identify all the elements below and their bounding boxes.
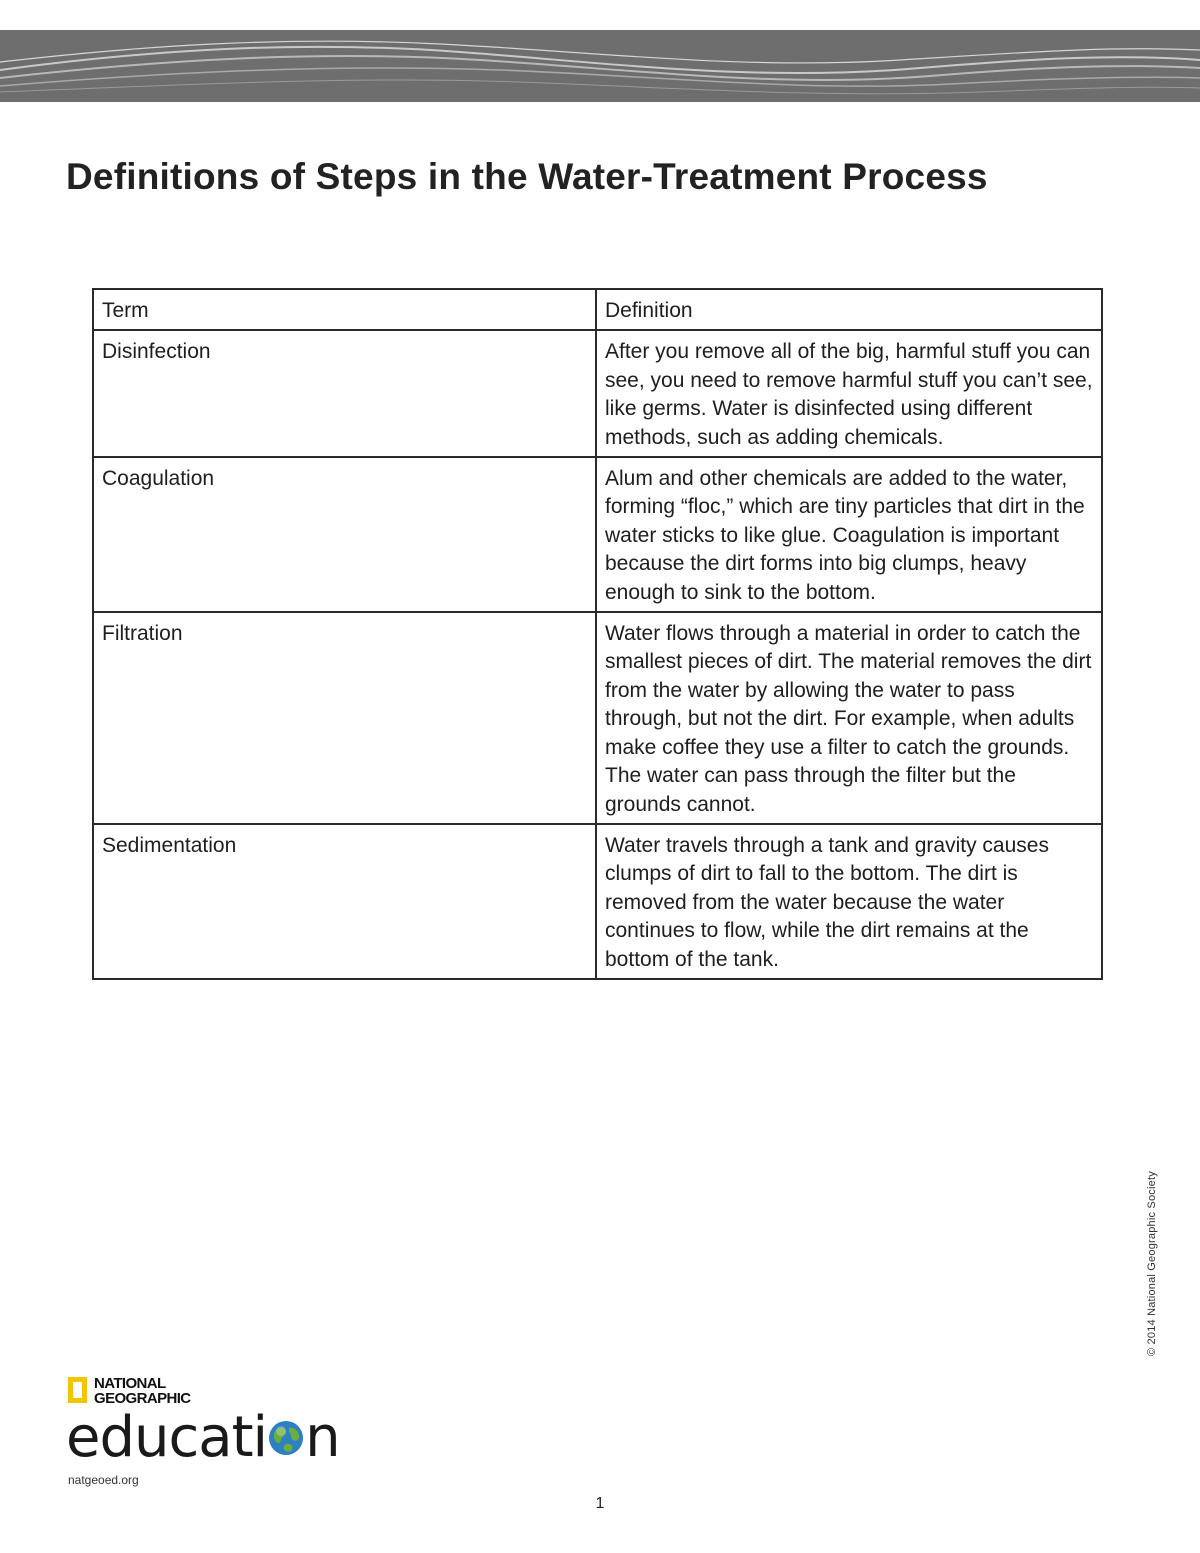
table-row xyxy=(93,612,1102,824)
table-row xyxy=(93,824,1102,979)
definition-text: Alum and other chemicals are added to the water, forming “floc,” which are tiny particles that dirt in the water sticks to like glue. Coagulation is important because the dirt forms into big clumps, heavy enough to sink to the bottom. xyxy=(605,467,1085,604)
table-row xyxy=(93,457,1102,612)
definition-cell xyxy=(596,612,1102,824)
website-url: natgeoed.org xyxy=(68,1473,139,1487)
page-number: 1 xyxy=(595,1495,605,1512)
definition-cell xyxy=(596,330,1102,457)
brand-name xyxy=(94,1376,191,1406)
brand-line-geographic: GEOGRAPHIC xyxy=(94,1390,191,1407)
yellow-border-icon xyxy=(68,1377,87,1403)
wordmark-start: educati xyxy=(66,1405,268,1470)
definition-text: Water travels through a tank and gravity causes clumps of dirt to fall to the bottom. The dirt is removed from the water because the water continues to flow, while the dirt remains at the bottom of the tank. xyxy=(605,833,1049,971)
definition-text: Water flows through a material in order to catch the smallest pieces of dirt. The material removes the dirt from the water by allowing the water to pass through, but not the dirt. For example, when adults make coffee they use a filter to catch the grounds. The water can pass through the filter but the grounds cannot. xyxy=(605,622,1092,816)
header-banner xyxy=(0,30,1200,102)
term-cell: Sedimentation xyxy=(93,824,596,979)
definitions-table xyxy=(92,288,1103,980)
brand-line-national: NATIONAL xyxy=(94,1375,166,1392)
page-title: Definitions of Steps in the Water-Treatment Process xyxy=(66,156,988,197)
globe-icon xyxy=(268,1420,304,1456)
definition-text: After you remove all of the big, harmful stuff you can see, you need to remove harmful stuff you can’t see, like germs. Water is disinfected using different methods, such as adding chemicals. xyxy=(605,340,1093,449)
term-cell: Filtration xyxy=(93,612,596,824)
copyright-notice: © 2014 National Geographic Society xyxy=(1146,1171,1158,1356)
table-header-row xyxy=(93,289,1102,330)
education-wordmark xyxy=(66,1405,340,1470)
column-header-term: Term xyxy=(93,289,596,330)
definition-cell xyxy=(596,457,1102,612)
term-cell: Coagulation xyxy=(93,457,596,612)
wordmark-end: n xyxy=(305,1405,340,1470)
term-cell: Disinfection xyxy=(93,330,596,457)
table-row xyxy=(93,330,1102,457)
definition-cell xyxy=(596,824,1102,979)
column-header-definition: Definition xyxy=(596,289,1102,330)
natgeo-education-logo xyxy=(66,1374,386,1494)
